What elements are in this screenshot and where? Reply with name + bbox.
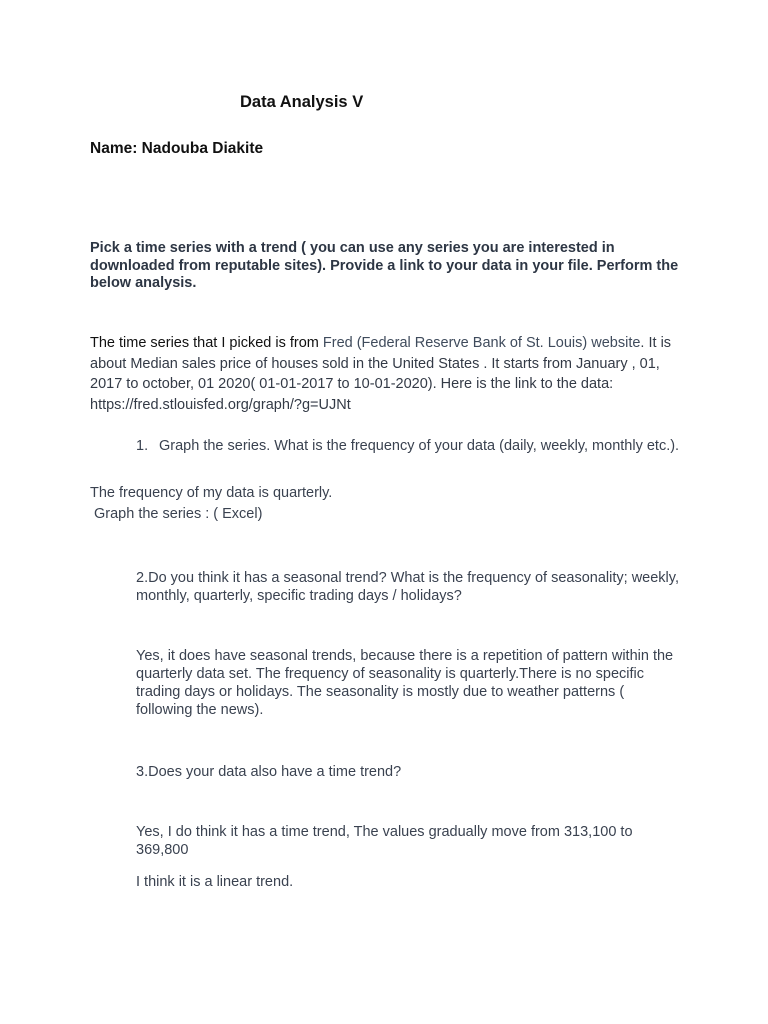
question-2: 2.Do you think it has a seasonal trend? What is the frequency of seasonality; weekly, monthly, quarterly, specific trading days / holidays?	[136, 570, 679, 604]
question-1-text: Graph the series. What is the frequency of your data (daily, weekly, monthly etc.).	[159, 438, 680, 454]
question-1-number: 1.	[136, 438, 149, 454]
answer-3-conclusion: I think it is a linear trend.	[136, 874, 294, 890]
answer-1-graph: Graph the series : ( Excel)	[94, 506, 263, 522]
data-source-name: Fred (Federal Reserve Bank of St. Louis) website	[322, 335, 641, 351]
document-title: Data Analysis V	[240, 93, 364, 111]
answer-1-frequency: The frequency of my data is quarterly.	[90, 485, 333, 501]
answer-3: Yes, I do think it has a time trend, The values gradually move from 313,100 to 369,800	[136, 824, 633, 858]
answer-2: Yes, it does have seasonal trends, because there is a repetition of pattern within the quarterly data set. The frequency of seasonality is quarterly.There is no specific trading days or holidays. The seasonality is mostly due to weather patterns ( following the news).	[136, 648, 674, 718]
intro-rest: . It is about Median sales price of houses sold in the United States . It starts from January , 01, 2017 to october, 01 2020( 01-01-2017 to 10-01-2020). Here is the link to the data: https://fred.stlouisfed.org/graph/?g=UJNt	[90, 335, 672, 413]
question-3: 3.Does your data also have a time trend?	[136, 764, 402, 780]
intro-lead: The time series that I picked is from	[90, 335, 323, 351]
intro-paragraph	[90, 333, 690, 415]
author-name: Name: Nadouba Diakite	[90, 140, 264, 157]
question-1	[136, 437, 699, 455]
assignment-instructions: Pick a time series with a trend ( you can use any series you are interested in downloaded from reputable sites). Provide a link to your data in your file. Perform the below analysis.	[90, 240, 679, 291]
